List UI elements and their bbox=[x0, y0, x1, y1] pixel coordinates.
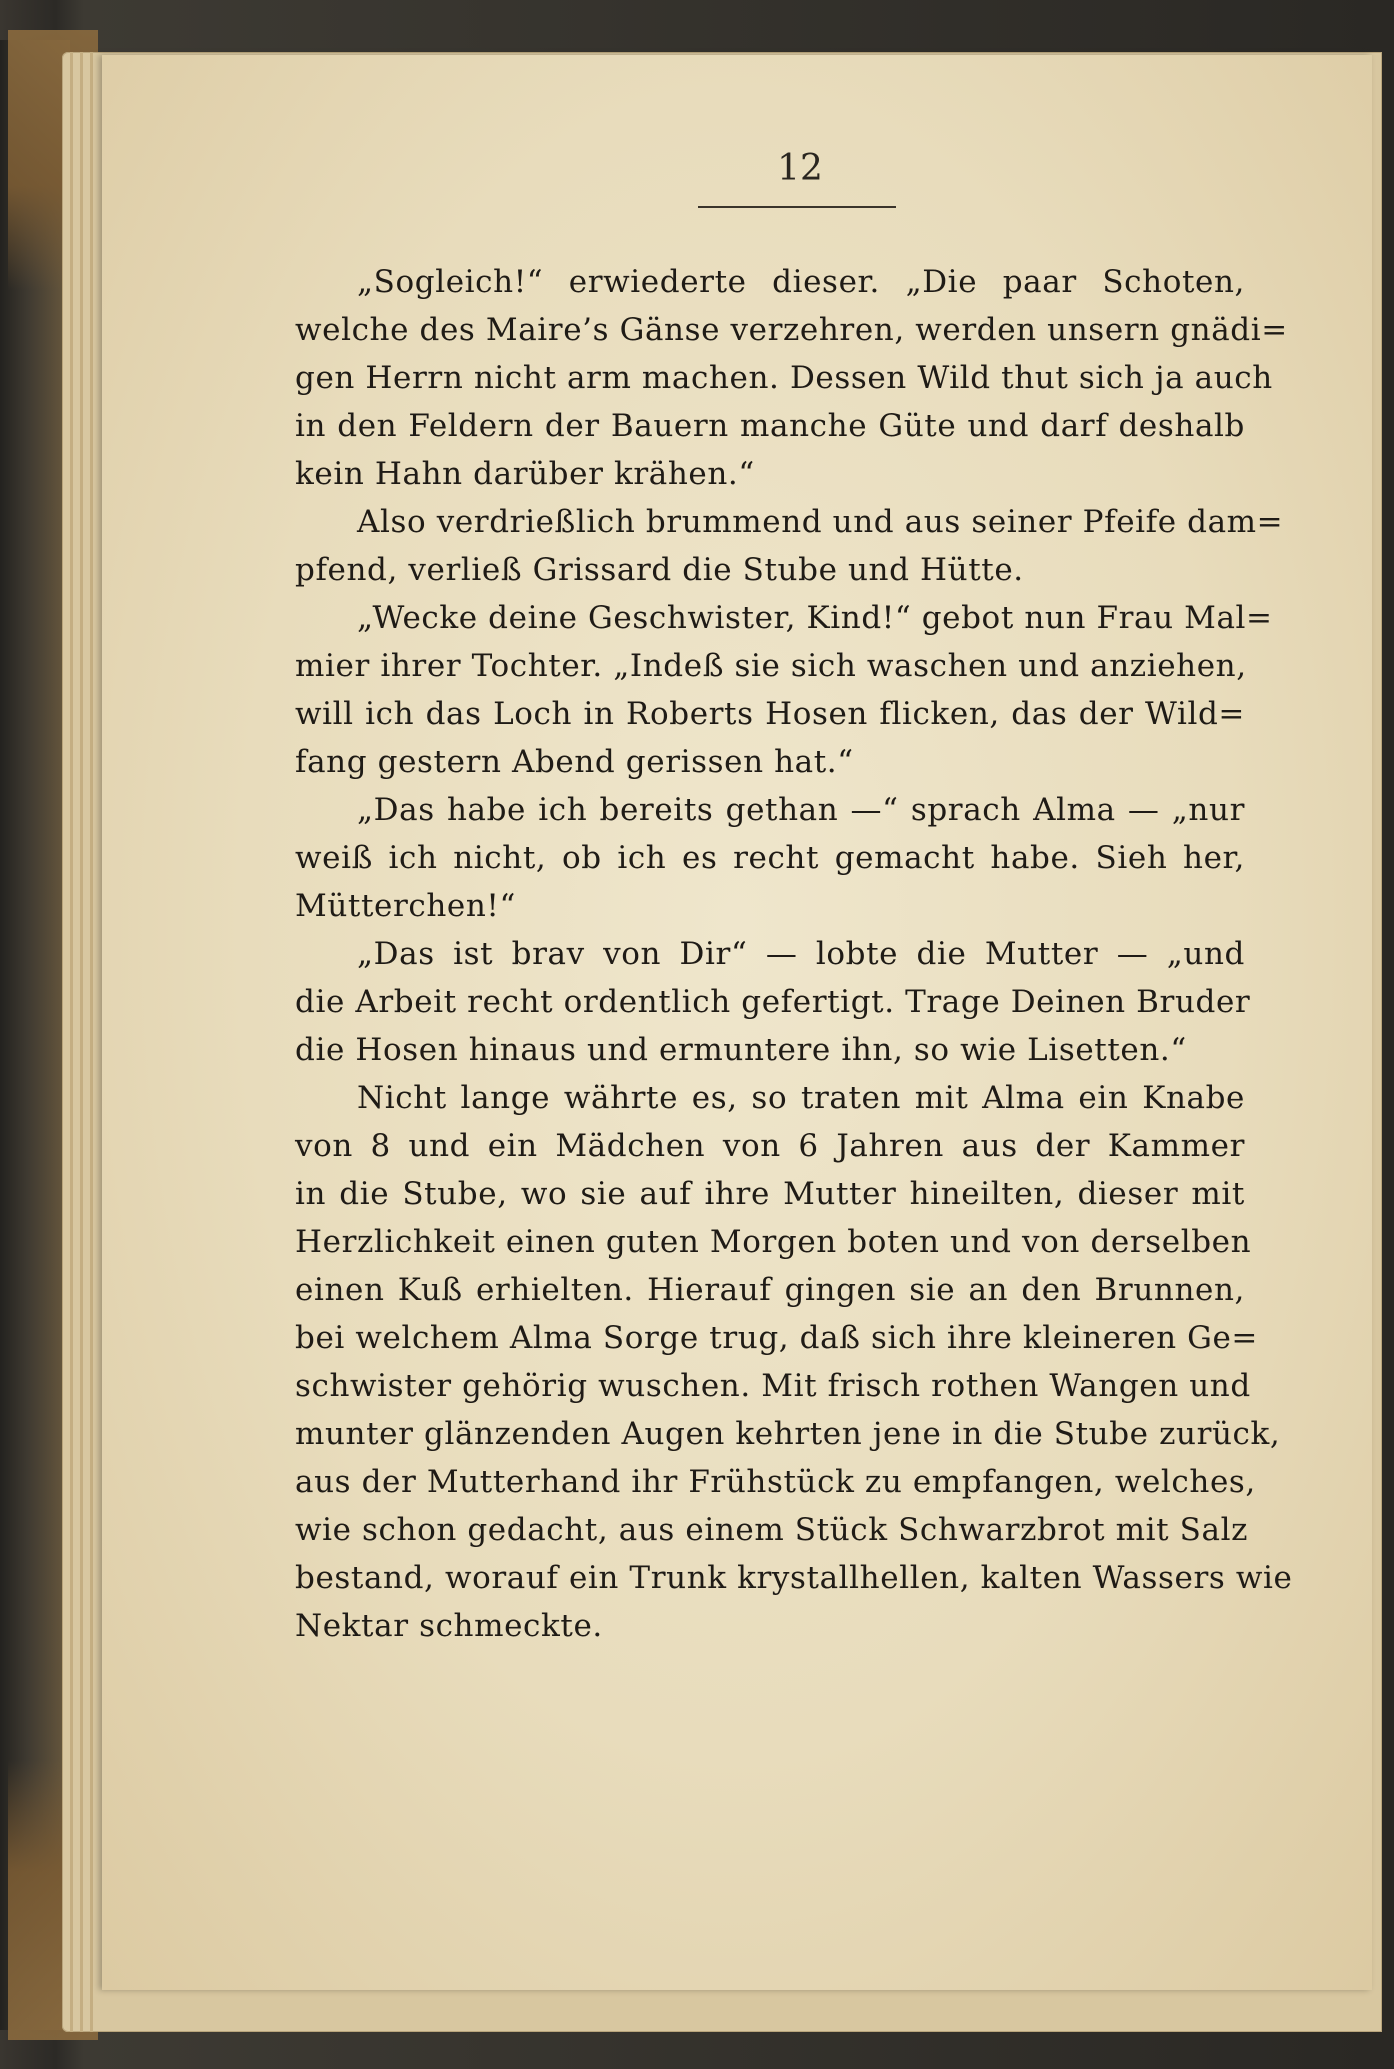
page-body-text bbox=[295, 258, 1293, 1650]
text-line: „Das ist brav von Dir“ — lobte die Mutter — „und bbox=[357, 936, 1245, 972]
text-line: gen Herrn nicht arm machen. Dessen Wild thut sich ja auch bbox=[295, 360, 1273, 396]
text-line: Nektar schmeckte. bbox=[295, 1608, 603, 1644]
page-number: 12 bbox=[777, 148, 823, 189]
text-line: von 8 und ein Mädchen von 6 Jahren aus der Kammer bbox=[295, 1128, 1245, 1164]
text-line: „Wecke deine Geschwister, Kind!“ gebot nun Frau Mal= bbox=[357, 600, 1273, 636]
text-line: kein Hahn darüber krähen.“ bbox=[295, 456, 755, 492]
text-line: wie schon gedacht, aus einem Stück Schwarzbrot mit Salz bbox=[295, 1512, 1249, 1548]
text-line: in die Stube, wo sie auf ihre Mutter hineilten, dieser mit bbox=[295, 1176, 1245, 1212]
page-edge bbox=[70, 52, 73, 2032]
text-line: fang gestern Abend gerissen hat.“ bbox=[295, 744, 854, 780]
text-line: weiß ich nicht, ob ich es recht gemacht habe. Sieh her, bbox=[295, 840, 1245, 876]
text-line: die Arbeit recht ordentlich gefertigt. Trage Deinen Bruder bbox=[295, 984, 1251, 1020]
text-line: Herzlichkeit einen guten Morgen boten und von derselben bbox=[295, 1224, 1252, 1260]
text-line: mier ihrer Tochter. „Indeß sie sich waschen und anziehen, bbox=[295, 648, 1247, 684]
text-line: Nicht lange währte es, so traten mit Alma ein Knabe bbox=[357, 1080, 1245, 1116]
text-line: bestand, worauf ein Trunk krystallhellen, kalten Wassers wie bbox=[295, 1560, 1293, 1596]
text-line: „Das habe ich bereits gethan —“ sprach Alma — „nur bbox=[357, 792, 1245, 828]
text-line: Also verdrießlich brummend und aus seiner Pfeife dam= bbox=[357, 504, 1284, 540]
text-line: einen Kuß erhielten. Hierauf gingen sie an den Brunnen, bbox=[295, 1272, 1245, 1308]
text-line: welche des Maire’s Gänse verzehren, werden unsern gnädi= bbox=[295, 312, 1288, 348]
text-line: munter glänzenden Augen kehrten jene in die Stube zurück, bbox=[295, 1416, 1281, 1452]
page-edge bbox=[90, 52, 93, 2032]
text-line: aus der Mutterhand ihr Frühstück zu empfangen, welches, bbox=[295, 1464, 1256, 1500]
text-line: in den Feldern der Bauern manche Güte und darf deshalb bbox=[295, 408, 1245, 444]
text-line: die Hosen hinaus und ermuntere ihn, so wie Lisetten.“ bbox=[295, 1032, 1187, 1068]
book-spine-edge bbox=[0, 40, 70, 2030]
text-line: schwister gehörig wuschen. Mit frisch rothen Wangen und bbox=[295, 1368, 1251, 1404]
text-line: „Sogleich!“ erwiederte dieser. „Die paar Schoten, bbox=[357, 264, 1245, 300]
page-edge bbox=[80, 52, 83, 2032]
text-line: pfend, verließ Grissard die Stube und Hütte. bbox=[295, 552, 1024, 588]
text-line: will ich das Loch in Roberts Hosen flicken, das der Wild= bbox=[295, 696, 1245, 732]
header-rule bbox=[698, 206, 896, 208]
text-line: Mütterchen!“ bbox=[295, 888, 516, 924]
text-line: bei welchem Alma Sorge trug, daß sich ihre kleineren Ge= bbox=[295, 1320, 1258, 1356]
